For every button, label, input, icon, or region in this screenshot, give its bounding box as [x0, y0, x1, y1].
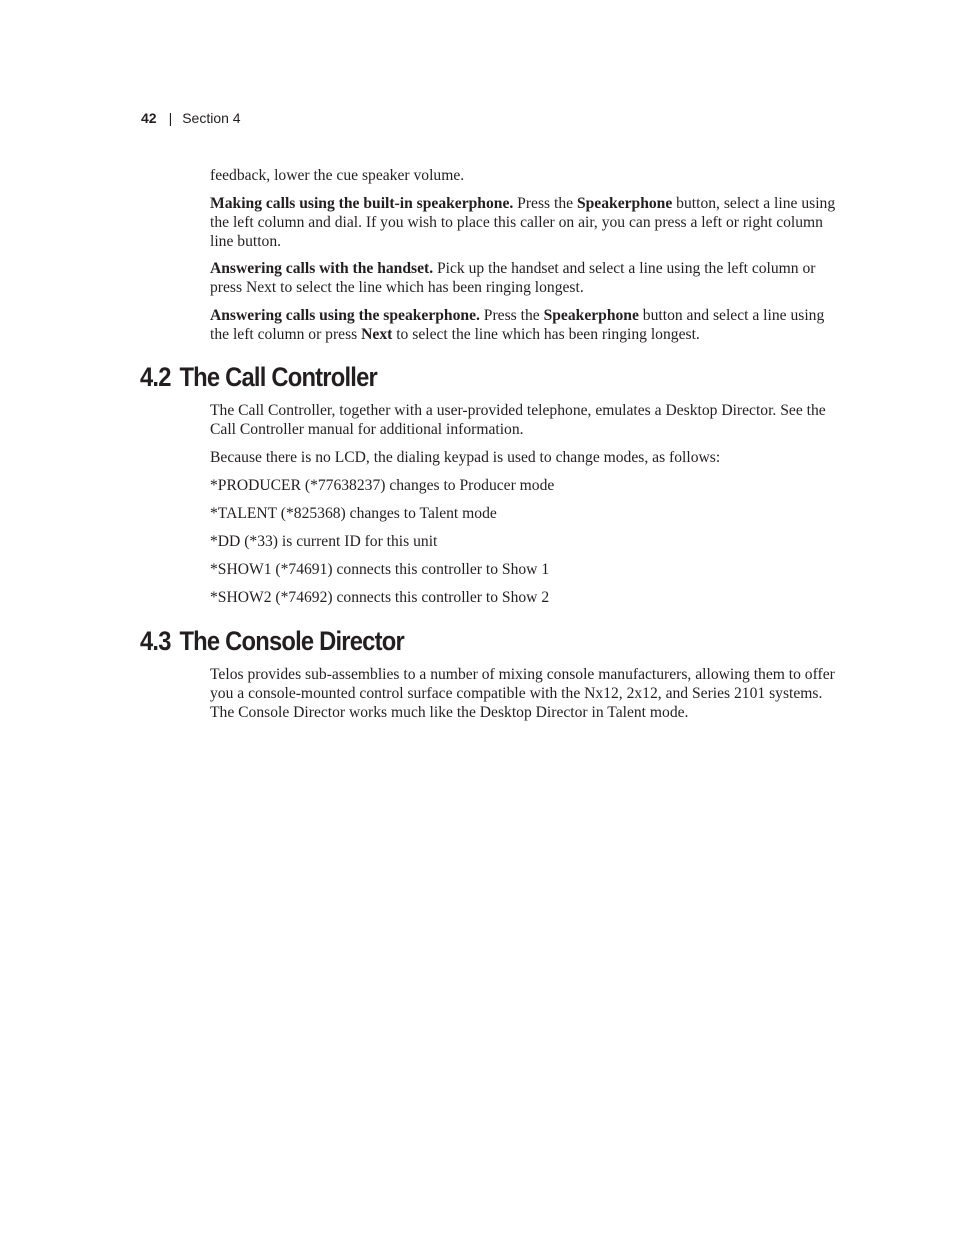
run-in-heading: Answering calls using the speakerphone.	[210, 307, 480, 324]
intro-paragraph-2: Making calls using the built-in speakerphone. Press the Speakerphone button, select a line using the left column and dial. If you wish to place this caller on air, you can press a left or right column line button.	[210, 195, 836, 250]
mode-code-item: *PRODUCER (*77638237) changes to Producer mode	[210, 477, 555, 494]
call-controller-paragraph-2: Because there is no LCD, the dialing keypad is used to change modes, as follows:	[210, 449, 721, 466]
section-heading-4-2	[140, 361, 377, 393]
call-controller-paragraph-1: The Call Controller, together with a user-provided telephone, emulates a Desktop Director. See the Call Controller manual for additional information.	[210, 402, 826, 438]
section-number: 4.3	[140, 626, 171, 656]
intro-paragraph-4: Answering calls using the speakerphone. Press the Speakerphone button and select a line using the left column or press Next to select the line which has been ringing longest.	[210, 307, 825, 343]
section-title: The Call Controller	[179, 362, 377, 392]
page-number: 42	[141, 110, 157, 126]
section-heading-4-3	[140, 625, 404, 657]
next-term: Next	[361, 326, 393, 343]
running-header	[141, 108, 241, 128]
run-in-heading: Making calls using the built-in speakerphone.	[210, 195, 514, 212]
mode-code-item: *DD (*33) is current ID for this unit	[210, 533, 438, 550]
run-in-heading: Answering calls with the handset.	[210, 260, 434, 277]
mode-code-item: *SHOW1 (*74691) connects this controller to Show 1	[210, 561, 550, 578]
intro-paragraph-3: Answering calls with the handset. Pick up the handset and select a line using the left column or press Next to select the line which has been ringing longest.	[210, 260, 816, 296]
mode-code-item: *SHOW2 (*74692) connects this controller to Show 2	[210, 589, 550, 606]
console-director-paragraph: Telos provides sub-assemblies to a number of mixing console manufacturers, allowing them to offer you a console-mounted control surface compatible with the Nx12, 2x12, and Series 2101 systems. The Console Director works much like the Desktop Director in Talent mode.	[210, 666, 835, 721]
speakerphone-term: Speakerphone	[576, 195, 673, 212]
speakerphone-term: Speakerphone	[543, 307, 639, 324]
mode-code-item: *TALENT (*825368) changes to Talent mode	[210, 505, 497, 522]
intro-paragraph-1: feedback, lower the cue speaker volume.	[210, 167, 465, 184]
section-number: 4.2	[140, 362, 171, 392]
section-label: Section 4	[182, 110, 241, 126]
header-separator: |	[168, 110, 173, 126]
section-title: The Console Director	[179, 626, 404, 656]
